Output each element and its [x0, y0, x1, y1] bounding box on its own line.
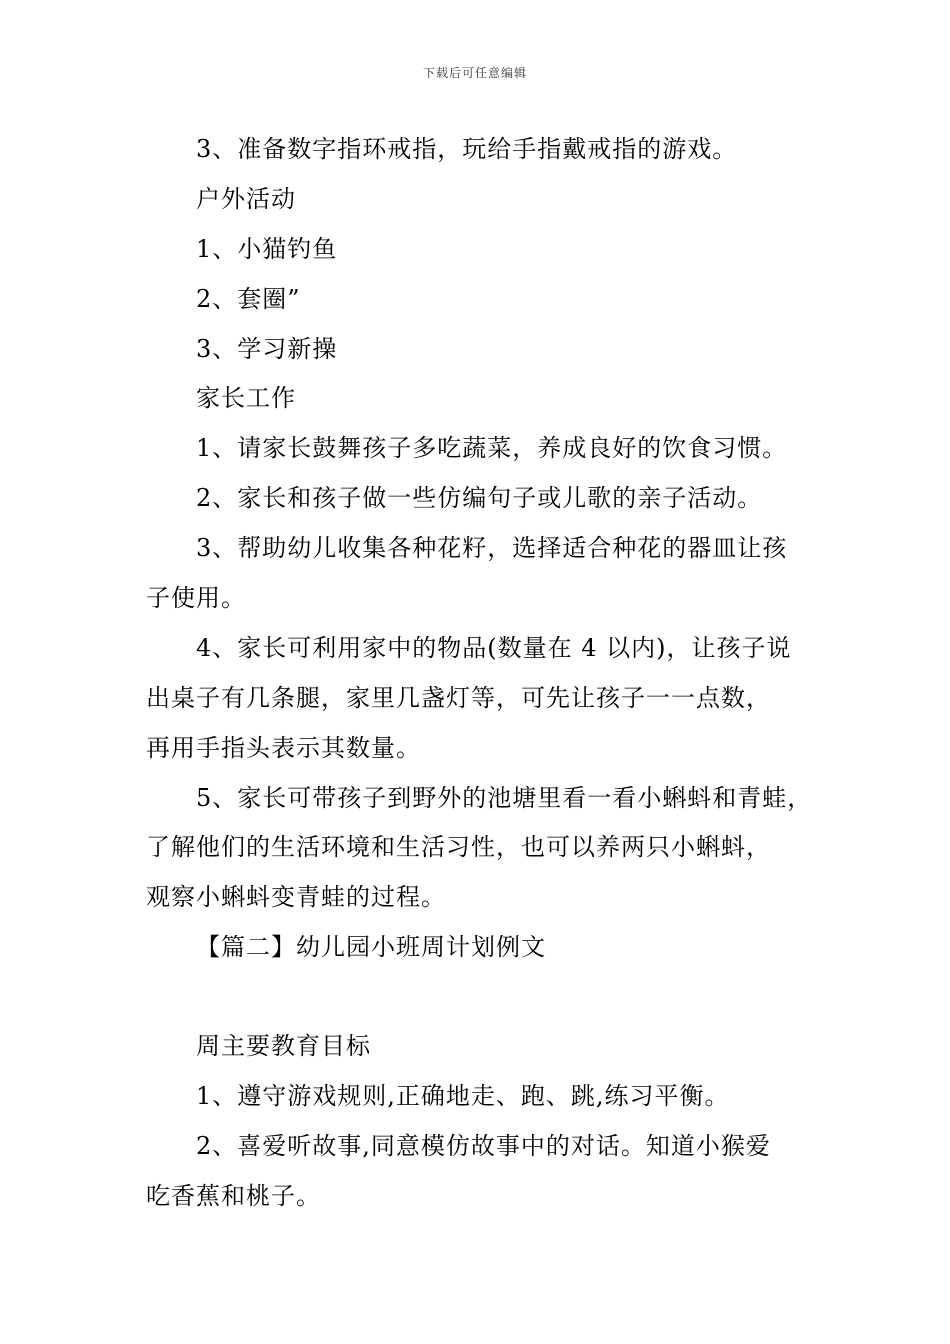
paragraph-line: 观察小蝌蚪变青蛙的过程。	[146, 883, 446, 911]
paragraph-line: 3、学习新操	[196, 335, 338, 363]
paragraph-line: 2、套圈”	[196, 285, 301, 313]
paragraph-line: 4、家长可利用家中的物品(数量在 4 以内)，让孩子说	[196, 634, 792, 662]
paragraph-line: 1、请家长鼓舞孩子多吃蔬菜，养成良好的饮食习惯。	[196, 434, 788, 462]
section-heading-outdoor: 户外活动	[196, 185, 296, 213]
article-title: 【篇二】幼儿园小班周计划例文	[196, 933, 546, 961]
section-heading-parents: 家长工作	[196, 384, 296, 412]
paragraph-line: 再用手指头表示其数量。	[146, 734, 421, 762]
paragraph-line: 出桌子有几条腿，家里几盏灯等，可先让孩子一一点数，	[146, 684, 771, 712]
paragraph-line: 3、帮助幼儿收集各种花籽，选择适合种花的器皿让孩	[196, 534, 788, 562]
paragraph-line: 1、小猫钓鱼	[196, 235, 338, 263]
paragraph-line: 1、遵守游戏规则,正确地走、跑、跳,练习平衡。	[196, 1082, 730, 1110]
paragraph-line: 2、家长和孩子做一些仿编句子或儿歌的亲子活动。	[196, 484, 763, 512]
paragraph-line: 3、准备数字指环戒指，玩给手指戴戒指的游戏。	[196, 135, 738, 163]
paragraph-line: 5、家长可带孩子到野外的池塘里看一看小蝌蚪和青蛙，	[196, 784, 813, 812]
page-header: 下载后可任意编辑	[422, 66, 527, 80]
paragraph-line: 了解他们的生活环境和生活习性，也可以养两只小蝌蚪，	[146, 833, 771, 861]
paragraph-line: 吃香蕉和桃子。	[146, 1182, 321, 1210]
section-heading-goals: 周主要教育目标	[196, 1032, 371, 1060]
paragraph-line: 子使用。	[146, 584, 246, 612]
paragraph-line: 2、喜爱听故事,同意模仿故事中的对话。知道小猴爱	[196, 1132, 771, 1160]
